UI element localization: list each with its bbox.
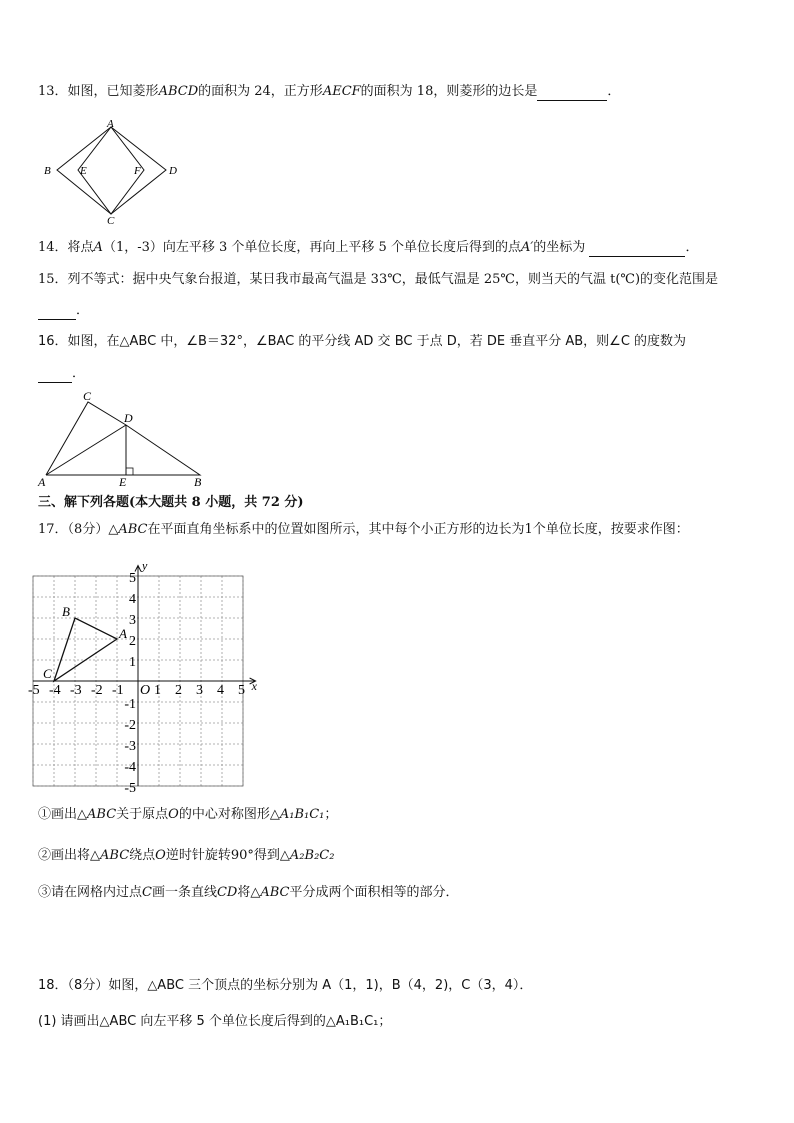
label-b: B: [194, 475, 202, 489]
q15-text: 15．列不等式：据中央气象台报道，某日我市最高气温是 33℃，最低气温是 25℃，则当天的气温 t(℃)的变化范围是: [38, 272, 719, 287]
triangle-abc: [46, 402, 200, 475]
q14-text: 14．将点A（1，-3）向左平移 3 个单位长度，再向上平移 5 个单位长度后得到的点A′的坐标为 ．: [38, 240, 699, 255]
q17-sub1: ①画出△ABC关于原点O的中心对称图形△A₁B₁C₁；: [38, 807, 338, 822]
x-tick-label: 4: [217, 683, 224, 698]
q17-coordinate-grid: [28, 545, 280, 796]
vertex-label-a: A: [119, 626, 127, 641]
bisector-ad: [46, 425, 126, 475]
label-d: D: [124, 411, 133, 425]
y-tick-label: -2: [124, 718, 136, 733]
q17-text: 17．（8分）△ABC在平面直角坐标系中的位置如图所示，其中每个小正方形的边长为1个单位长度，按要求作图：: [38, 522, 689, 537]
label-a: A: [38, 475, 46, 489]
y-tick-label: 1: [129, 655, 136, 670]
q15-answer-line: ．: [38, 302, 89, 320]
triangle-abc: [54, 618, 117, 681]
x-tick-label: -4: [49, 683, 61, 698]
q17-sub2: ②画出将△ABC绕点O逆时针旋转90°得到△A₂B₂C₂: [38, 848, 335, 863]
y-tick-label: 5: [129, 571, 136, 586]
q17-sub3: ③请在网格内过点C画一条直线CD将△ABC平分成两个面积相等的部分．: [38, 885, 459, 900]
right-angle-mark: [126, 468, 133, 475]
vertex-label-b: B: [62, 604, 70, 619]
x-tick-label: O: [140, 683, 151, 698]
q13-text: 13．如图，已知菱形ABCD的面积为 24，正方形AECF的面积为 18，则菱形的边长是 ．: [38, 84, 621, 99]
y-tick-label: -3: [124, 739, 136, 754]
x-tick-label: 5: [238, 683, 245, 698]
y-tick-label: -1: [124, 697, 136, 712]
label-c: C: [107, 215, 115, 227]
section-3-title: 三、解下列各题(本大题共 8 小题，共 72 分): [38, 495, 304, 510]
y-axis-label: y: [142, 558, 148, 573]
label-d: D: [169, 165, 177, 177]
q16-triangle-figure: [36, 386, 216, 488]
x-tick-label: -3: [70, 683, 82, 698]
x-tick-label: -5: [28, 683, 40, 698]
y-tick-label: 3: [129, 613, 136, 628]
y-tick-label: -4: [124, 760, 136, 775]
vertex-label-c: C: [43, 666, 52, 681]
label-a: A: [107, 118, 114, 130]
q18-sub1: (1) 请画出△ABC 向左平移 5 个单位长度后得到的△A₁B₁C₁；: [38, 1014, 392, 1029]
q16-answer-blank[interactable]: [38, 368, 72, 383]
label-f: F: [134, 165, 141, 177]
q18-text: 18．（8分）如图，△ABC 三个顶点的坐标分别为 A（1，1)，B（4，2)，C（3，4）．: [38, 978, 533, 993]
q13-number: 13．: [38, 84, 68, 99]
y-tick-label: -5: [124, 781, 136, 796]
x-axis-label: x: [251, 679, 257, 693]
q13-answer-blank[interactable]: [537, 86, 607, 101]
label-e: E: [119, 475, 127, 489]
x-tick-label: -2: [91, 683, 103, 698]
q16-text: 16．如图，在△ABC 中，∠B＝32°，∠BAC 的平分线 AD 交 BC 于点 D，若 DE 垂直平分 AB，则∠C 的度数为: [38, 334, 687, 349]
y-tick-label: 4: [129, 592, 136, 607]
x-tick-label: -1: [112, 683, 124, 698]
q14-answer-blank[interactable]: [589, 242, 685, 257]
rhombus-abcd: [57, 127, 166, 214]
x-tick-label: 3: [196, 683, 203, 698]
x-tick-label: 1: [154, 683, 161, 698]
y-tick-label: 2: [129, 634, 136, 649]
label-c: C: [83, 389, 92, 403]
label-b: B: [44, 165, 51, 177]
x-tick-label: 2: [175, 683, 182, 698]
q15-answer-blank[interactable]: [38, 305, 76, 320]
q16-answer-line: ．: [38, 365, 85, 383]
q13-rhombus-figure: [38, 118, 188, 226]
label-e: E: [80, 165, 87, 177]
